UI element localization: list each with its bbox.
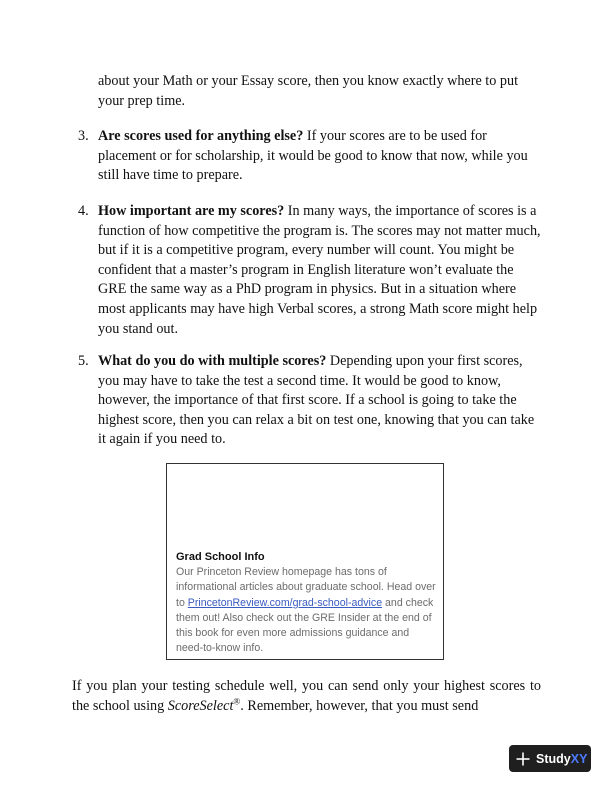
list-number: 4. bbox=[78, 203, 89, 219]
infobox-content bbox=[176, 550, 438, 656]
list-number: 3. bbox=[78, 128, 89, 144]
list-item-3 bbox=[78, 127, 543, 186]
grad-school-advice-link[interactable]: PrincetonReview.com/grad-school-advice bbox=[187, 596, 383, 609]
list-item-text: Depending upon your first scores, you may have to take the test a second time. It would be good to know, however, the importance of that first score. If a school is going to take the highest score, then you can relax a bit on test one, knowing that you can take it again if you need to. bbox=[98, 353, 535, 448]
list-item-text: In many ways, the importance of scores is a function of how competitive the program is. The scores may not matter much, but if it is a competitive program, every number will count. You might be confident that a master’s program in English literature won’t evaluate the GRE the same way as a PhD program in physics. But in a situation where most applicants may have high Verbal scores, a strong Math score might help you stand out. bbox=[98, 203, 541, 337]
list-item-heading: What do you do with multiple scores? bbox=[98, 353, 327, 369]
paragraph-text-before: If you plan your testing schedule well, you can send only your highest scores to the school using bbox=[72, 678, 541, 714]
list-number: 5. bbox=[78, 353, 89, 369]
paragraph-text-after: . Remember, however, that you must send bbox=[240, 697, 479, 714]
list-item-heading: How important are my scores? bbox=[98, 203, 285, 219]
infobox-text-before: Our Princeton Review homepage has tons of informational articles about graduate school. Head over to bbox=[176, 566, 436, 609]
badge-label-accent: XY bbox=[570, 751, 588, 766]
list-item-text: If your scores are to be used for placement or for scholarship, it would be good to know that now, while you still have time to prepare. bbox=[98, 128, 528, 184]
badge-label-main: Study bbox=[536, 751, 571, 766]
list-item-4 bbox=[78, 202, 543, 339]
scoreselect-product-name: ScoreSelect bbox=[167, 697, 234, 714]
infobox-text-after: and check them out! Also check out the GRE Insider at the end of this book for even more admissions guidance and need-to-know info. bbox=[176, 596, 434, 655]
infobox-title: Grad School Info bbox=[176, 551, 265, 563]
list-item-body bbox=[98, 127, 543, 186]
plus-icon bbox=[516, 752, 530, 766]
continuation-text: about your Math or your Essay score, then you know exactly where to put your prep time. bbox=[98, 73, 519, 109]
registered-mark: ® bbox=[233, 696, 241, 707]
studyxy-badge[interactable] bbox=[509, 745, 591, 772]
testing-schedule-paragraph bbox=[72, 677, 541, 717]
list-item-body bbox=[98, 352, 543, 450]
list-item-5 bbox=[78, 352, 543, 450]
list-item-body bbox=[98, 202, 543, 339]
list-item-heading: Are scores used for anything else? bbox=[98, 128, 304, 144]
grad-school-info-box bbox=[166, 463, 444, 660]
